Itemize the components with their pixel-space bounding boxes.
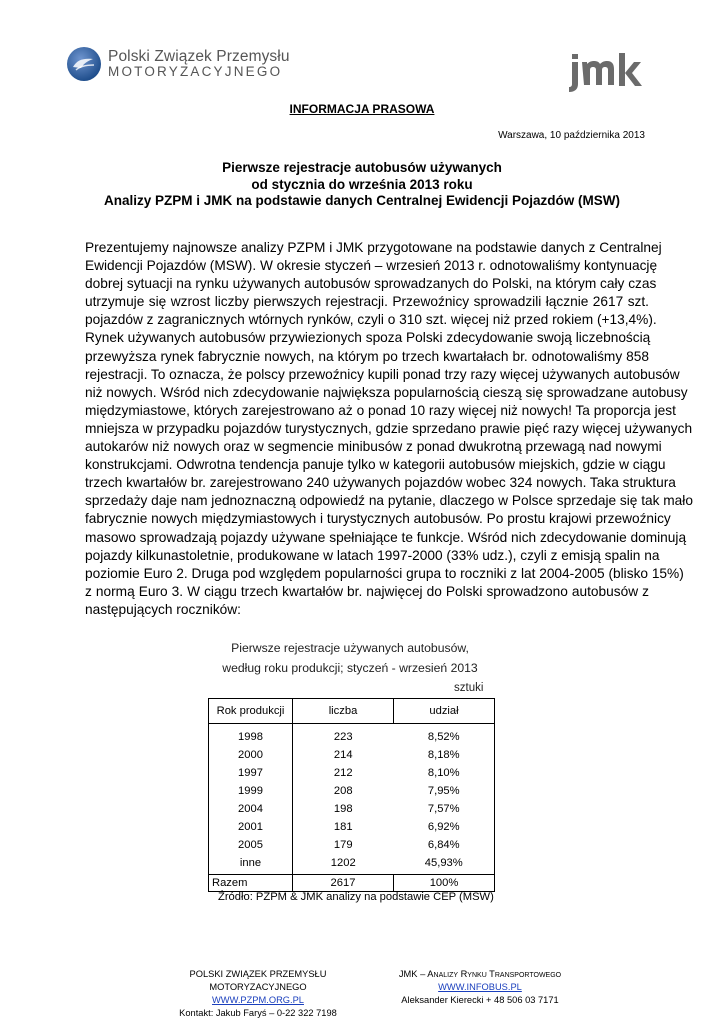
body-line: następujących roczników: xyxy=(85,601,241,617)
body-line: rejestracji. To oznacza, że polscy przewoźnicy kupili ponad trzy razy więcej używanych autobusów xyxy=(85,366,680,382)
cell-count: 1202 xyxy=(330,857,356,869)
headline xyxy=(0,160,724,210)
cell-year: 1997 xyxy=(209,764,293,782)
cell-year: inne xyxy=(209,854,293,875)
headline-line: od stycznia do września 2013 roku xyxy=(251,176,473,192)
cell-share: 7,57% xyxy=(394,800,495,818)
body-line: konstrukcjami. Odwrotna tendencja panuje tylko w kategorii autobusów miejskich, gdzie w ciągu xyxy=(85,457,666,473)
footer-jmk xyxy=(388,968,572,1007)
jmk-logo xyxy=(568,50,650,96)
footer-pzpm-contact: Kontakt: Jakub Faryś – 0-22 322 7198 xyxy=(179,1008,337,1018)
body-line: fabrycznie nowych międzymiastowych i turystycznych autobusów. Po prostu krajowi przewoźnicy xyxy=(85,511,671,527)
table-caption-line: według roku produkcji; styczeń - wrzesień 2013 xyxy=(222,661,478,675)
body-line: poziomie Euro 2. Druga pod względem popularności grupa to roczniki z lat 2004-2005 (blisko 15%) xyxy=(85,565,684,581)
cell-count: 212 xyxy=(333,767,353,779)
cell-share: 8,10% xyxy=(394,764,495,782)
body-line: masowo sprowadzają pojazdy używane spełniające te funkcje. Wśród nich zdecydowanie dominują xyxy=(85,529,687,545)
body-line: pojazdów z zagranicznych wtórnych rynków, czyli o 310 szt. więcej niż przed rokiem (+13,4%). xyxy=(85,312,657,328)
headline-line: Pierwsze rejestracje autobusów używanych xyxy=(222,160,502,175)
body-line: mniejsza w przypadku pojazdów turystycznych, gdzie sprzedano prawie pięć razy więcej używanych xyxy=(85,420,693,436)
cell-year: 1999 xyxy=(209,782,293,800)
table-row xyxy=(209,746,495,764)
document-date: Warszawa, 10 października 2013 xyxy=(498,130,645,141)
cell-count: 181 xyxy=(333,821,353,833)
body-paragraph xyxy=(85,239,693,619)
registrations-table xyxy=(208,698,495,892)
table-total-row xyxy=(209,875,495,892)
table-row xyxy=(209,854,495,875)
pzpm-logo-line2: MOTORYZACYJNEGO xyxy=(108,64,283,80)
cell-count: 198 xyxy=(333,803,353,815)
cell-share: 6,84% xyxy=(394,836,495,854)
document-type-heading: INFORMACJA PRASOWA xyxy=(289,102,435,116)
headline-line: Analizy PZPM i JMK na podstawie danych Centralnej Ewidencji Pojazdów (MSW) xyxy=(103,193,621,208)
cell-count: 223 xyxy=(333,731,353,743)
table-row xyxy=(209,764,495,782)
column-header-share: udział xyxy=(394,699,495,724)
table-caption-line: Pierwsze rejestracje używanych autobusów, xyxy=(231,641,469,655)
pzpm-logo-line1: Polski Związek Przemysłu xyxy=(108,47,290,65)
cell-count: 208 xyxy=(333,785,353,797)
footer-jmk-org: JMK – Analizy Rynku Transportowego xyxy=(398,969,562,979)
cell-count: 179 xyxy=(333,839,353,851)
pzpm-website-link[interactable]: WWW.PZPM.ORG.PL xyxy=(212,995,304,1005)
cell-year: 2000 xyxy=(209,746,293,764)
cell-year: 1998 xyxy=(209,724,293,747)
column-header-year: Rok produkcji xyxy=(209,699,293,724)
table-row xyxy=(209,782,495,800)
total-label: Razem xyxy=(209,875,293,892)
body-line: Prezentujemy najnowsze analizy PZPM i JMK przygotowane na podstawie danych z Centralnej xyxy=(85,240,662,255)
cell-year: 2004 xyxy=(209,800,293,818)
body-line: utrzymuje się wzrost liczby pierwszych rejestracji. Przewoźnicy sprowadzili łącznie 2617 szt. xyxy=(85,294,649,310)
cell-count: 214 xyxy=(333,749,353,761)
body-line: sprzedaży daje nam jednoznaczną odpowiedź na pytanie, dlaczego w Polsce sprzedaje się tak mało xyxy=(85,493,693,509)
body-line: autokarów niż nowych oraz w segmencie minibusów z ponad dwukrotną przewagą nad nowymi xyxy=(85,439,662,455)
body-line: niż nowych. Wśród nich zdecydowanie największa popularnością cieszą się sprowadzane autobusy xyxy=(85,384,688,400)
cell-year: 2005 xyxy=(209,836,293,854)
table-row xyxy=(209,836,495,854)
table-header-row xyxy=(209,699,495,724)
table-row xyxy=(209,724,495,747)
footer-pzpm-org: POLSKI ZWIĄZEK PRZEMYSŁU MOTORYZACYJNEGO xyxy=(189,969,327,992)
table-unit-label: sztuki xyxy=(454,682,484,694)
cell-share: 6,92% xyxy=(394,818,495,836)
column-header-count: liczba xyxy=(293,699,394,724)
footer-jmk-contact: Aleksander Kierecki + 48 506 03 7171 xyxy=(401,995,559,1005)
total-share: 100% xyxy=(394,875,495,892)
table-source: Źródło: PZPM & JMK analizy na podstawie CEP (MSW) xyxy=(218,891,494,903)
body-line: międzymiastowe, których zarejestrowano aż o ponad 10 razy więcej niż nowych! Ta proporcja jest xyxy=(85,402,676,418)
pzpm-emblem-icon xyxy=(66,46,102,82)
table-row xyxy=(209,818,495,836)
infobus-website-link[interactable]: WWW.INFOBUS.PL xyxy=(438,982,522,992)
table-caption xyxy=(0,638,700,678)
body-line: pojazdy kilkunastoletnie, produkowane w latach 1997-2000 (33% udz.), czyli z emisją spalin na xyxy=(85,547,660,563)
cell-year: 2001 xyxy=(209,818,293,836)
cell-share: 8,18% xyxy=(394,746,495,764)
table-row xyxy=(209,800,495,818)
cell-share: 8,52% xyxy=(394,724,495,747)
cell-share: 7,95% xyxy=(394,782,495,800)
body-line: Ewidencji Pojazdów (MSW). W okresie styczeń – wrzesień 2013 r. odnotowaliśmy kontynuację xyxy=(85,258,658,274)
body-line: przewyższa rynek fabrycznie nowych, na którym po trzech kwartałach br. odnotowaliśmy 858 xyxy=(85,348,649,364)
cell-share: 45,93% xyxy=(394,854,495,875)
total-count: 2617 xyxy=(293,875,394,892)
body-line: trzech kwartałów br. zarejestrowano 240 używanych pojazdów wobec 324 nowych. Taka struktura xyxy=(85,475,676,491)
body-line: Rynek używanych autobusów przywiezionych spoza Polski zdecydowanie swoją liczebnością xyxy=(85,330,651,346)
body-line: dobrej sytuacji na rynku używanych autobusów sprowadzanych do Polski, na którym cały czas xyxy=(85,276,657,292)
footer-pzpm xyxy=(140,968,376,1020)
pzpm-logo xyxy=(66,46,290,82)
body-line: z normą Euro 3. W ciągu trzech kwartałów br. najwięcej do Polski sprowadzono autobusów z xyxy=(85,583,649,599)
